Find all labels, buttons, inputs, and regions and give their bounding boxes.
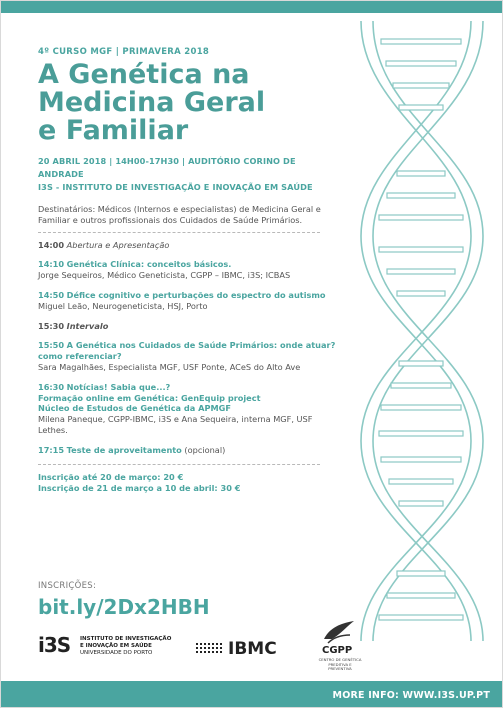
program-time: 15:50 xyxy=(38,340,65,351)
program-title: Teste de aproveitamento xyxy=(66,444,182,455)
date-line: 20 ABRIL 2018 | 14H00-17H30 | AUDITÓRIO CORINO DE ANDRADE xyxy=(38,156,296,179)
program-time: 15:30 xyxy=(38,320,65,331)
program-title: Genética Clínica: conceitos básicos. xyxy=(66,259,232,270)
logo-row xyxy=(38,631,468,675)
registration-fee-2: Inscrição de 21 de março a 10 de abril: 30 € xyxy=(38,483,241,494)
program-item-genetics-basics xyxy=(38,259,338,281)
program-time: 17:15 xyxy=(38,444,65,455)
i3s-logo-mark: i3S xyxy=(38,633,71,657)
cgpp-logo-subtitle: CENTRO DE GENÉTICA PREDITIVA E PREVENTIVA xyxy=(318,657,362,672)
title-line-3: e Familiar xyxy=(38,115,189,146)
page-title xyxy=(38,61,338,145)
program-speaker: Miguel Leão, Neurogeneticista, HSJ, Porto xyxy=(38,300,208,311)
registration-link[interactable]: bit.ly/2Dx2HBH xyxy=(38,595,210,619)
program-session: Intervalo xyxy=(66,320,109,331)
footer-more-info[interactable]: MORE INFO: WWW.I3S.UP.PT xyxy=(332,690,490,701)
i3s-logo-text: INSTITUTO DE INVESTIGAÇÃO E INOVAÇÃO EM SAÚDE UNIVERSIDADE DO PORTO xyxy=(80,636,172,656)
cgpp-logo: CGPP xyxy=(322,645,353,656)
program-subtitle: Formação online em Genética: GenEquip project xyxy=(38,392,261,403)
program-item-test xyxy=(38,445,338,456)
title-line-1: A Genética na xyxy=(38,59,250,90)
program-speaker: Milena Paneque, CGPP-IBMC, i3S e Ana Sequeira, interna MGF, USF Lethes. xyxy=(38,414,313,435)
program-time: 14:00 xyxy=(38,239,65,250)
registration-fee-1: Inscrição até 20 de março: 20 € xyxy=(38,471,184,482)
cgpp-bird-icon xyxy=(320,617,356,647)
divider xyxy=(38,464,320,465)
registration-label: INSCRIÇÕES: xyxy=(38,581,97,591)
program-title: A Genética nos Cuidados de Saúde Primários: onde atuar? como referenciar? xyxy=(38,340,336,362)
program-item-cognitive xyxy=(38,290,338,312)
footer-bar xyxy=(1,681,503,707)
ibmc-dots-icon xyxy=(196,643,224,657)
program-session: Abertura e Apresentação xyxy=(66,239,170,250)
program-speaker: Sara Magalhães, Especialista MGF, USF Ponte, ACeS do Alto Ave xyxy=(38,361,301,372)
program-note: (opcional) xyxy=(184,444,226,455)
ibmc-logo: IBMC xyxy=(228,639,277,659)
program-item-opening xyxy=(38,240,338,251)
audience-text: Destinatários: Médicos (Internos e especialistas) de Medicina Geral e Familiar e outros profissionais dos Cuidados de Saúde Primários. xyxy=(38,204,321,225)
program-time: 14:50 xyxy=(38,289,65,300)
venue-line: I3S - INSTITUTO DE INVESTIGAÇÃO E INOVAÇÃO EM SAÚDE xyxy=(38,182,313,192)
title-line-2: Medicina Geral xyxy=(38,87,266,118)
program-item-primary-care xyxy=(38,340,338,372)
program-item-news xyxy=(38,382,338,436)
course-label: 4º CURSO MGF | PRIMAVERA 2018 xyxy=(38,47,210,57)
program-time: 14:10 xyxy=(38,259,65,270)
program-time: 16:30 xyxy=(38,381,65,392)
event-details xyxy=(38,155,338,194)
program-title: Notícias! Sabia que...? xyxy=(66,381,171,392)
divider xyxy=(38,232,320,233)
program-item-break xyxy=(38,321,338,332)
program-title: Défice cognitivo e perturbações do espectro do autismo xyxy=(66,289,326,300)
program-subtitle: Núcleo de Estudos de Genética da APMGF xyxy=(38,403,231,414)
content-column xyxy=(38,47,338,495)
program-speaker: Jorge Sequeiros, Médico Geneticista, CGPP – IBMC, i3S; ICBAS xyxy=(38,270,291,281)
